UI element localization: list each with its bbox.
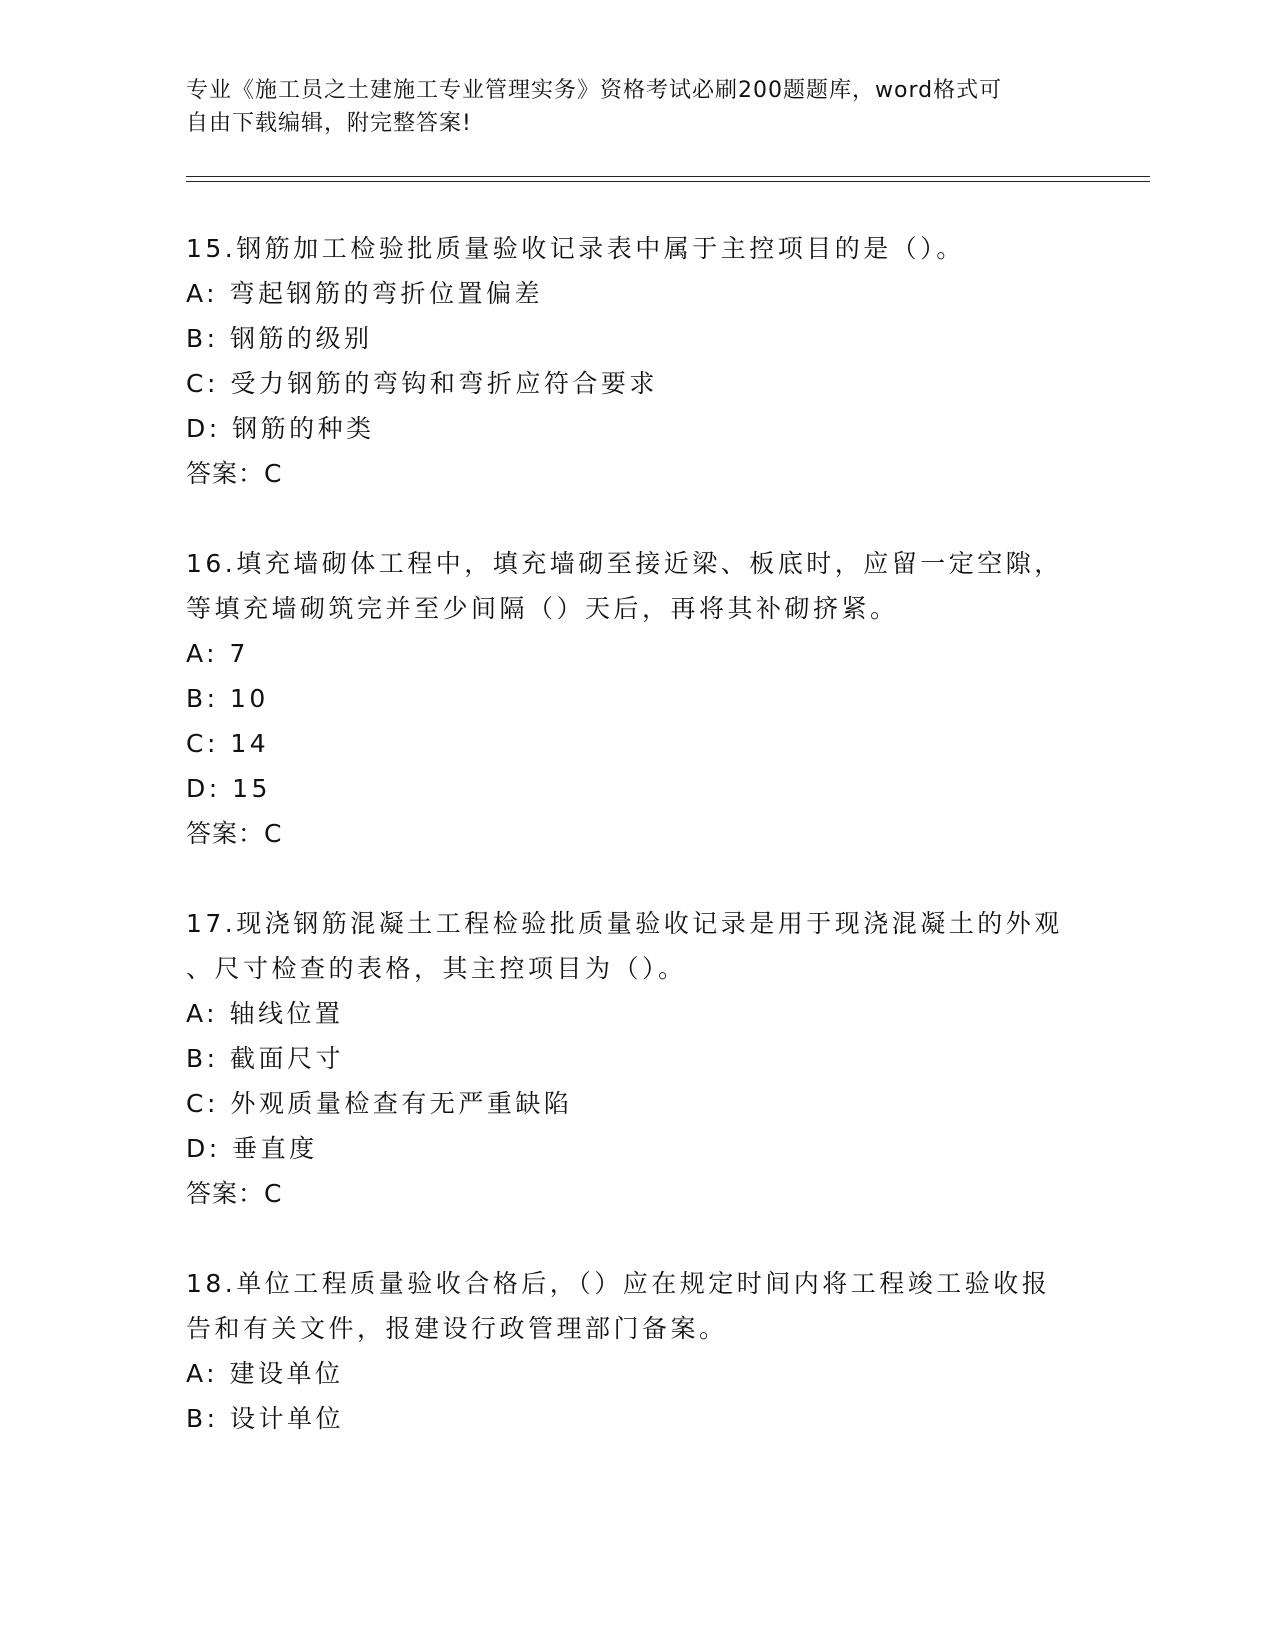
question-16 [186, 541, 1086, 856]
answer-line: 答案：C [186, 459, 283, 488]
question-18 [186, 1261, 1086, 1441]
question-stem-line: 等填充墙砌筑完并至少间隔（）天后，再将其补砌挤紧。 [186, 594, 899, 623]
question-spacer [186, 856, 1086, 901]
header-line-1: 专业《施工员之土建施工专业管理实务》资格考试必刷200题题库，word格式可 [186, 78, 1003, 103]
header-divider-bottom [186, 181, 1150, 182]
option-a: A: 轴线位置 [186, 999, 344, 1028]
header-divider-top [186, 176, 1150, 177]
answer-line: 答案：C [186, 819, 283, 848]
answer-line: 答案：C [186, 1179, 283, 1208]
question-stem-line: 15.钢筋加工检验批质量验收记录表中属于主控项目的是（）。 [186, 234, 965, 263]
option-a: A: 弯起钢筋的弯折位置偏差 [186, 279, 544, 308]
option-c: C: 外观质量检查有无严重缺陷 [186, 1089, 573, 1118]
option-d: D: 钢筋的种类 [186, 414, 375, 443]
option-a: A: 建设单位 [186, 1359, 344, 1388]
option-b: B: 截面尺寸 [186, 1044, 345, 1073]
option-b: B: 10 [186, 684, 269, 713]
document-header [186, 74, 1066, 140]
question-stem-line: 、尺寸检查的表格，其主控项目为（）。 [186, 954, 687, 983]
question-stem-line: 16.填充墙砌体工程中，填充墙砌至接近梁、板底时，应留一定空隙， [186, 549, 1063, 578]
question-stem-line: 告和有关文件，报建设行政管理部门备案。 [186, 1314, 728, 1343]
question-stem-line: 18.单位工程质量验收合格后，（）应在规定时间内将工程竣工验收报 [186, 1269, 1051, 1298]
option-d: D: 垂直度 [186, 1134, 318, 1163]
header-line-2: 自由下载编辑，附完整答案! [186, 111, 472, 136]
option-c: C: 14 [186, 729, 270, 758]
option-b: B: 钢筋的级别 [186, 324, 373, 353]
option-a: A: 7 [186, 639, 249, 668]
question-spacer [186, 496, 1086, 541]
question-stem-line: 17.现浇钢筋混凝土工程检验批质量验收记录是用于现浇混凝土的外观 [186, 909, 1063, 938]
question-list [186, 226, 1086, 1441]
question-15 [186, 226, 1086, 496]
option-c: C: 受力钢筋的弯钩和弯折应符合要求 [186, 369, 658, 398]
question-spacer [186, 1216, 1086, 1261]
option-b: B: 设计单位 [186, 1404, 345, 1433]
question-17 [186, 901, 1086, 1216]
option-d: D: 15 [186, 774, 271, 803]
